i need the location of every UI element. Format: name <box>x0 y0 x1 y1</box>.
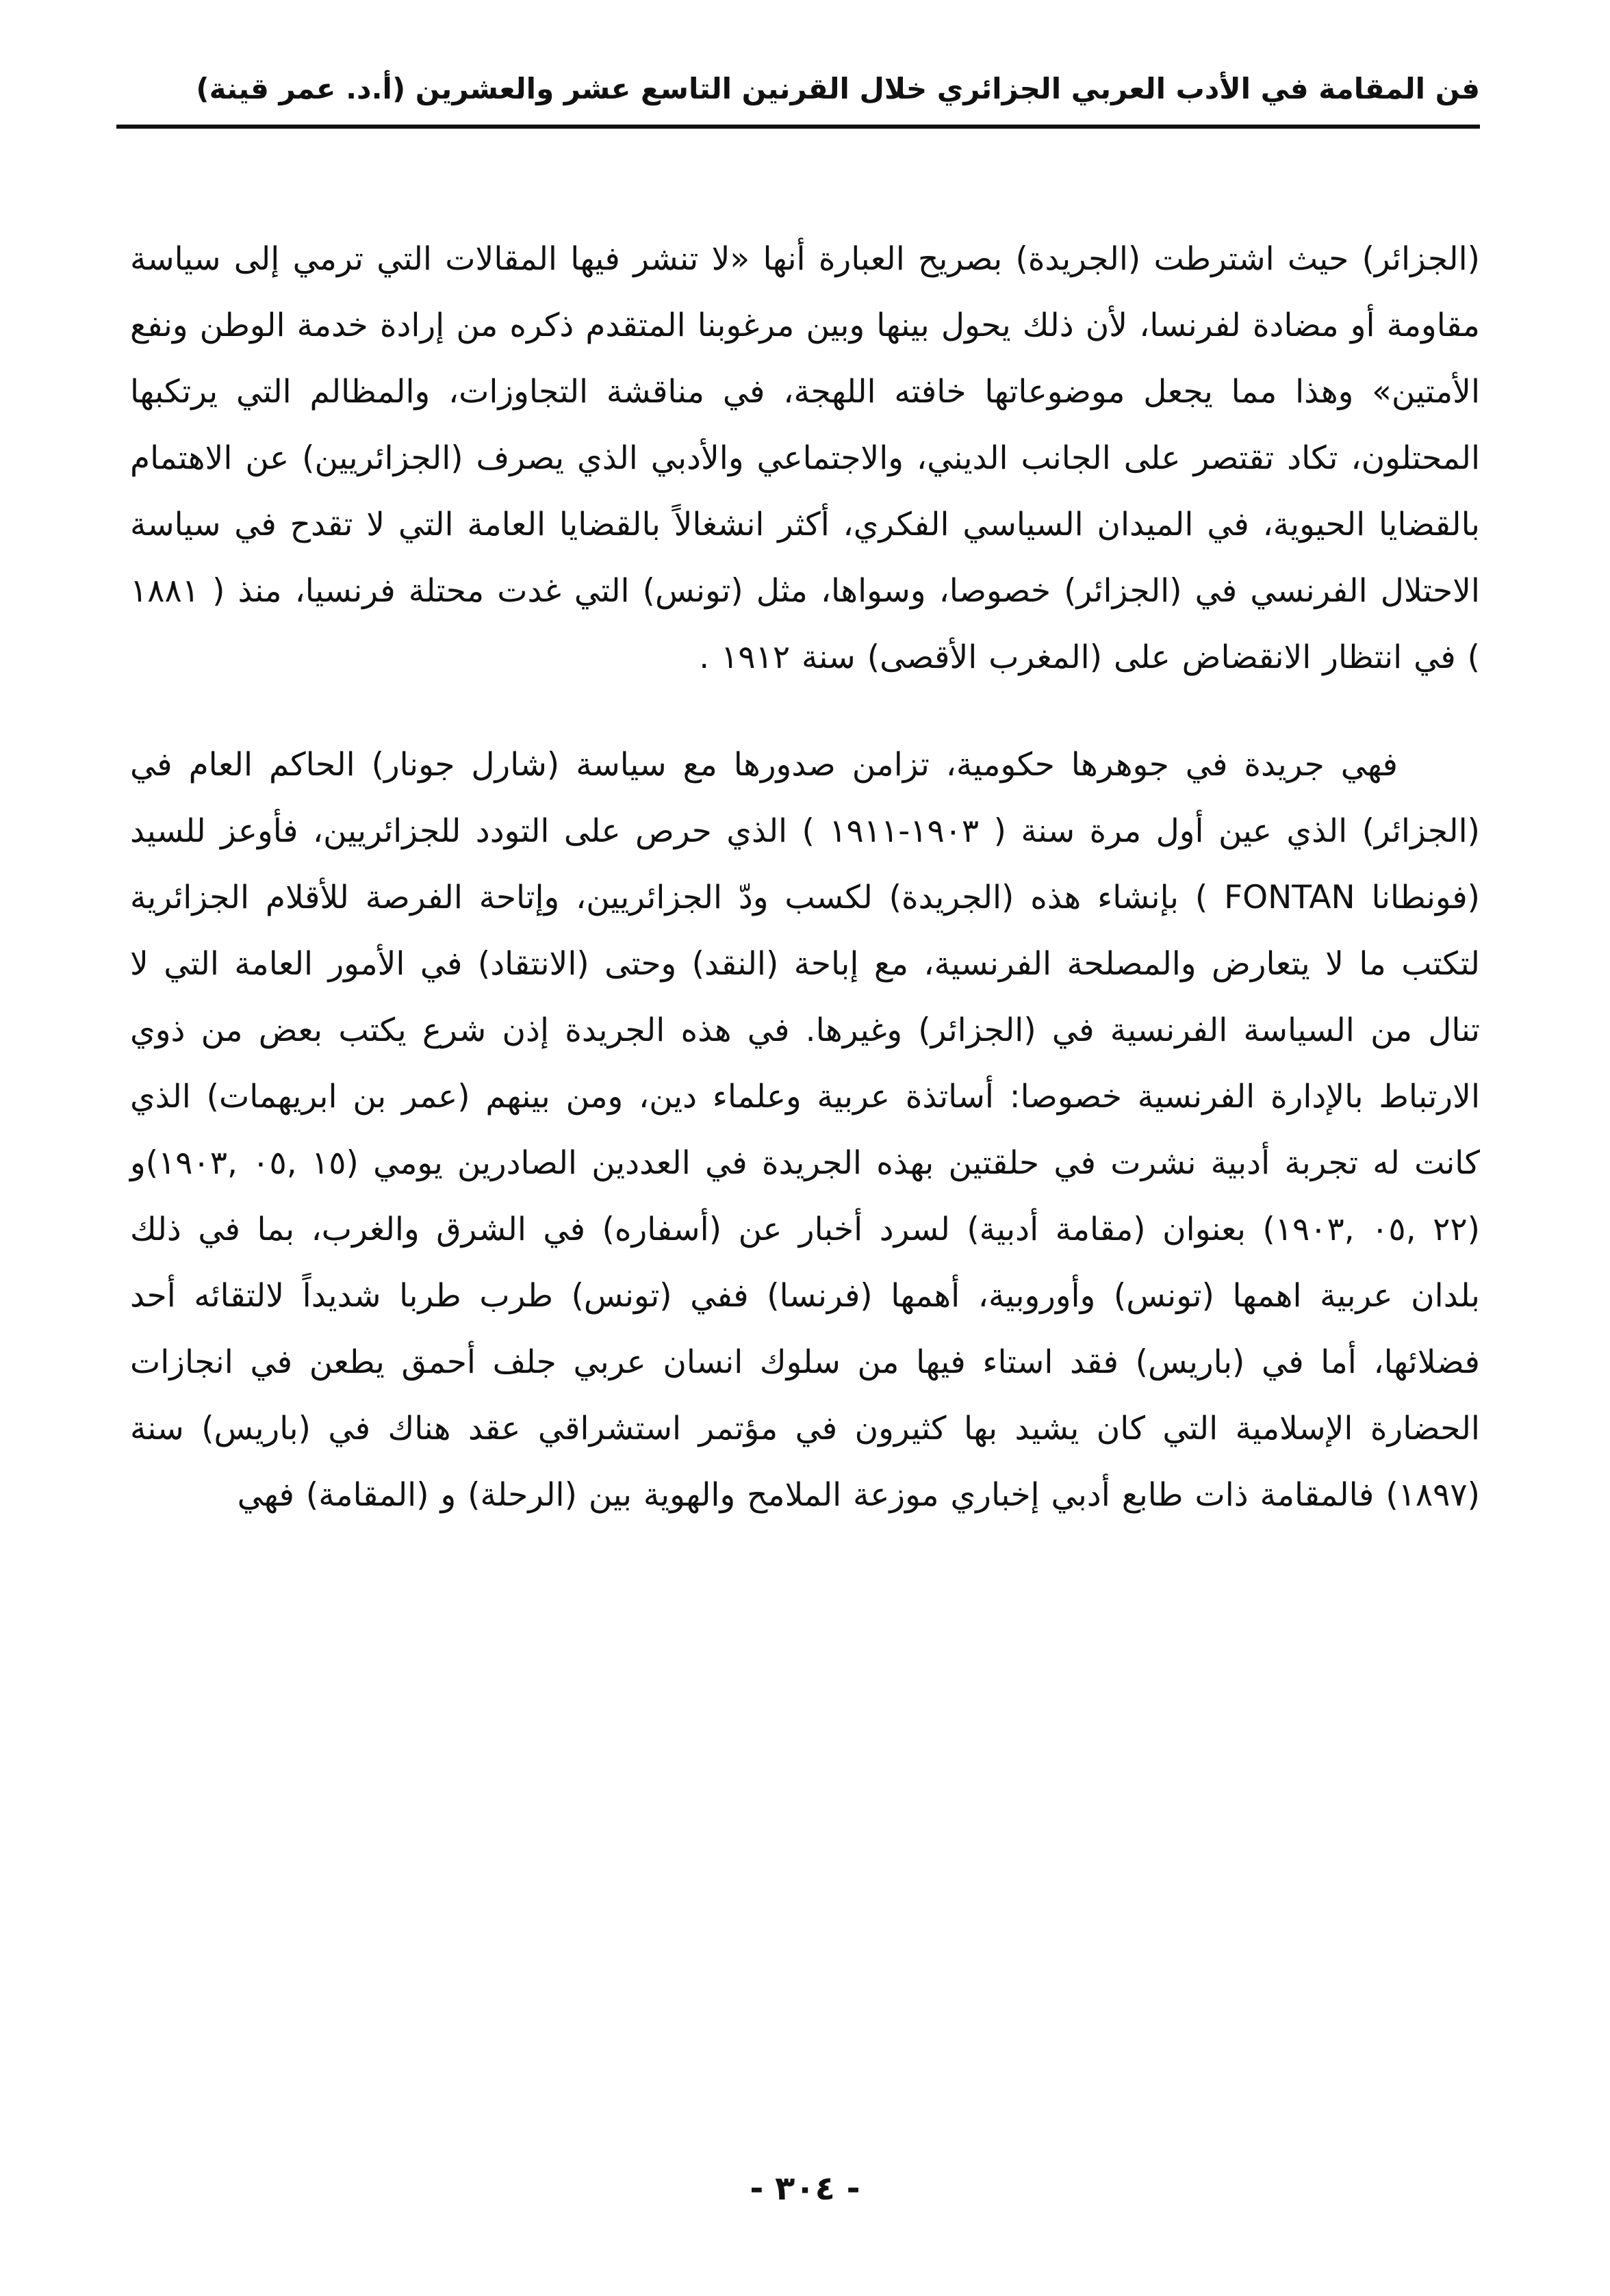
paragraph-1: (الجزائر) حيث اشترطت (الجريدة) بصريح العبارة أنها «لا تنشر فيها المقالات التي ترمي إلى سياسة مقاومة أو مضادة لفرنسا، لأن ذلك يحول بينها وبين مرغوبنا المتقدم ذكره من إرادة خدمة الوطن ونفع الأمتين» وهذا مما يجعل موضوعاتها خافته اللهجة، في مناقشة التجاوزات، والمظالم التي يرتكبها المحتلون، تكاد تقتصر على الجانب الديني، والاجتماعي والأدبي الذي يصرف (الجزائريين) عن الاهتمام بالقضايا الحيوية، في الميدان السياسي الفكري، أكثر انشغالاً بالقضايا العامة التي لا تقدح في سياسة الاحتلال الفرنسي في (الجزائر) خصوصا، وسواها، مثل (تونس) التي غدت محتلة فرنسيا، منذ ( ١٨٨١ ) في انتظار الانقضاض على (المغرب الأقصى) سنة ١٩١٢ . <box>130 240 1480 676</box>
page-number: - ٣٠٤ - <box>750 2169 860 2208</box>
running-header-title: فن المقامة في الأدب العربي الجزائري خلال القرنين التاسع عشر والعشرين (أ.د. عمر قينة) <box>196 72 1480 105</box>
running-header <box>116 66 1480 129</box>
paragraph-2: فهي جريدة في جوهرها حكومية، تزامن صدورها مع سياسة (شارل جونار) الحاكم العام في (الجزائر) الذي عين أول مرة سنة ( ١٩٠٣-١٩١١ ) الذي حرص على التودد للجزائريين، فأوعز للسيد (فونطانا FONTAN ) بإنشاء هذه (الجريدة) لكسب ودّ الجزائريين، وإتاحة الفرصة للأقلام الجزائرية لتكتب ما لا يتعارض والمصلحة الفرنسية، مع إباحة (النقد) وحتى (الانتقاد) في الأمور العامة التي لا تنال من السياسة الفرنسية في (الجزائر) وغيرها. في هذه الجريدة إذن شرع يكتب بعض من ذوي الارتباط بالإدارة الفرنسية خصوصا: أساتذة عربية وعلماء دين، ومن بينهم (عمر بن ابريهمات) الذي كانت له تجربة أدبية نشرت في حلقتين بهذه الجريدة في العددين الصادرين يومي (١٥ ,٠٥ ,١٩٠٣)و (٢٢ ,٠٥ ,١٩٠٣) بعنوان (مقامة أدبية) لسرد أخبار عن (أسفاره) في الشرق والغرب، بما في ذلك بلدان عربية اهمها (تونس) وأوروبية، أهمها (فرنسا) ففي (تونس) طرب طربا شديداً لالتقائه أحد فضلائها، أما في (باريس) فقد استاء فيها من سلوك انسان عربي جلف أحمق يطعن في انجازات الحضارة الإسلامية التي كان يشيد بها كثيرون في مؤتمر استشراقي عقد هناك في (باريس) سنة (١٨٩٧) فالمقامة ذات طابع أدبي إخباري موزعة الملامح والهوية بين (الرحلة) و (المقامة) فهي <box>130 746 1480 1514</box>
page-body <box>130 226 1480 1528</box>
